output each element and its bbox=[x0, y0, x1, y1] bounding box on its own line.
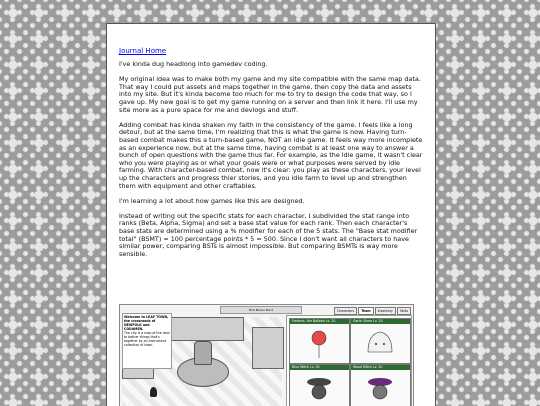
tab-characters[interactable]: Characters bbox=[334, 307, 357, 315]
card-portrait bbox=[290, 370, 349, 406]
card-level: Lv. 20 bbox=[325, 319, 336, 323]
building bbox=[252, 327, 284, 369]
journal-page bbox=[106, 23, 436, 406]
paragraph-learning: I'm learning a lot about how games like this are designed. bbox=[119, 196, 305, 205]
card-level: Lv. 20 bbox=[372, 365, 383, 369]
paragraph-original-idea: My original idea was to make both my game and my site compatible with the same map data. That way I could put assets and maps together in the game, then copy the data and assets into my site. But it's kinda become too much for me to try to design the code that way, so I gave up. My new goal is to get my game running on a server and then link it here. I'll use my site more as a pure space for me and devlogs and stuff. bbox=[119, 75, 421, 114]
balloon-portrait bbox=[290, 324, 349, 362]
building bbox=[162, 317, 244, 341]
tab-team[interactable]: Team bbox=[358, 307, 373, 315]
paragraph-intro: I've kinda dug headlong into gamedev coding. bbox=[119, 60, 268, 68]
card-level: Lv. 20 bbox=[310, 365, 320, 369]
journal-content bbox=[119, 38, 424, 266]
paragraph-combat: Adding combat has kinda shaken my faith in the consistency of the game. I feels like a long detour, but at the same time, I'm realizing that this is what the game is now. Having turn-based combat makes this a turn-based game, NOT an idle game. It feels way more incomplete as an experience now, but at the same time, having combat is at least one way to answer a bunch of open questions with the game thus far. For example, as the idle game, it wasn't clear who you were playing as or what your goals were or what purposes were served by idle farming. With character-based combat, now it's clear: you play as these characters, your level up the characters and progress thier stories, and you idle farm to level up and strengthen them with equipment and other craftables. bbox=[119, 120, 423, 190]
town-info-panel bbox=[122, 313, 172, 369]
character-card[interactable] bbox=[289, 364, 350, 406]
game-tabs bbox=[334, 307, 411, 315]
card-name: Wood Witch bbox=[353, 365, 372, 369]
card-portrait bbox=[290, 324, 349, 363]
card-name: Blue Witch bbox=[292, 365, 310, 369]
journal-home-link[interactable]: Journal Home bbox=[119, 47, 167, 55]
fish-bonus-bar: Fish Bonus Pond bbox=[220, 306, 302, 314]
tab-inventory[interactable]: Inventory bbox=[375, 307, 396, 315]
slime-portrait bbox=[351, 324, 410, 362]
card-name: Garlic Slime bbox=[353, 319, 373, 323]
paragraph-stats: Instead of writing out the specific stats for each character, I subdivided the stat range into ranks (Beta, Alpha, Sigma) and set a base stat value for each rank. Then each character's base stats are determined using a % modifier for each of the 5 stats. The "Base stat modifier total" (BSMT) = 100 percentage points * 5 = 500. Since I don't want all characters to have similar power, comparing BSTs is almost impossible. But comparing BSMTs is way more sensible. bbox=[119, 211, 418, 258]
team-cards bbox=[286, 315, 412, 406]
card-level: Lv. 20 bbox=[373, 319, 383, 323]
card-portrait bbox=[351, 370, 410, 406]
player-character bbox=[150, 387, 157, 397]
fountain-statue bbox=[194, 341, 212, 365]
town-info-title: Welcome to LEAF TOWN, the crossroads of NEWFOLK and CODAMEN. bbox=[124, 315, 169, 331]
game-screenshot bbox=[119, 304, 414, 406]
card-portrait bbox=[351, 324, 410, 363]
card-name: Frederic, the Balloon bbox=[292, 319, 325, 323]
tab-skills[interactable]: Skills bbox=[397, 307, 411, 315]
character-card[interactable] bbox=[289, 318, 350, 364]
witch-portrait bbox=[290, 370, 349, 406]
witch-portrait bbox=[351, 370, 410, 406]
town-info-body: The city is a map of the land to bother things that's together by an instrument collection of town. bbox=[124, 331, 170, 347]
character-card[interactable] bbox=[350, 364, 411, 406]
character-card[interactable] bbox=[350, 318, 411, 364]
